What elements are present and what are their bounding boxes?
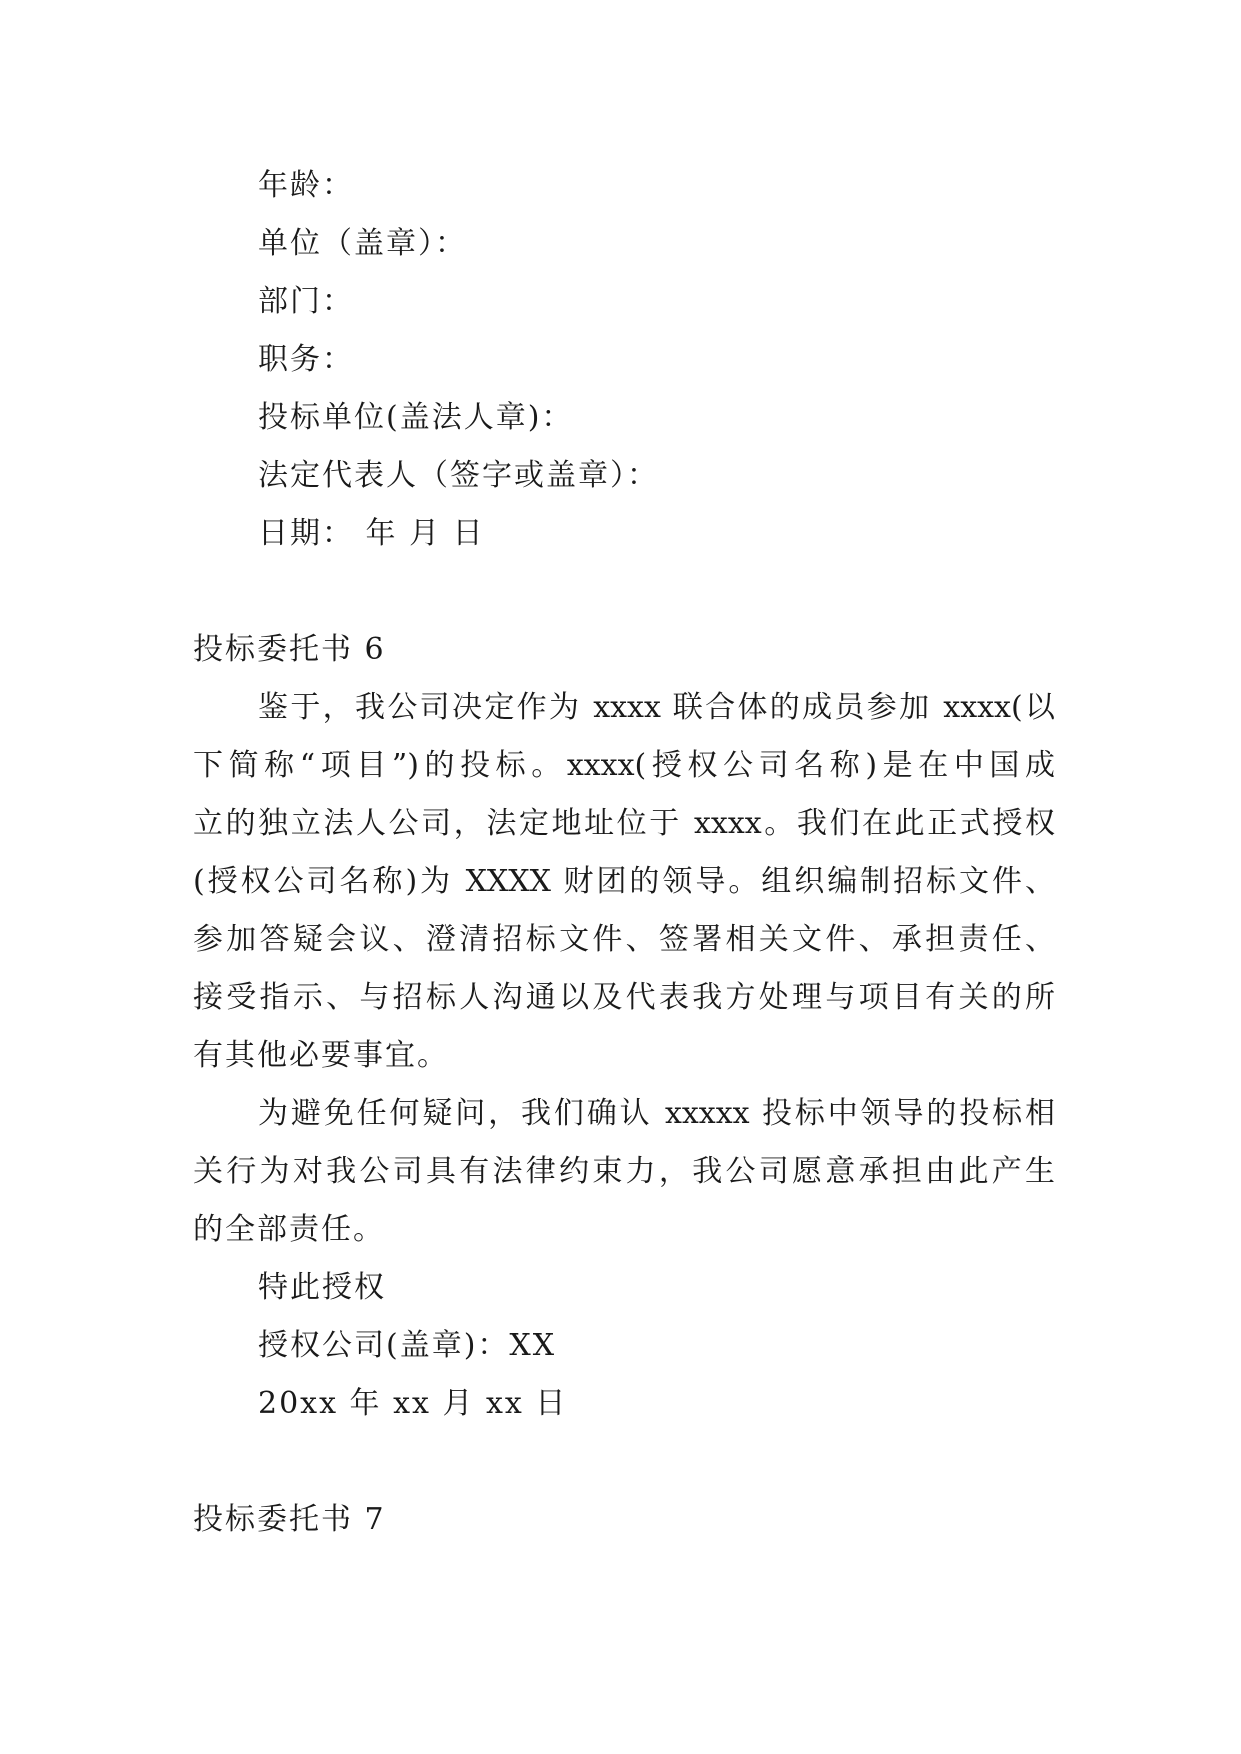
paragraph-1-line-1: 鉴于，我公司决定作为 xxxx 联合体的成员参加 xxxx(以: [258, 690, 1055, 725]
field-department: 部门：: [258, 284, 354, 319]
section-6-title: 投标委托书 6: [193, 632, 386, 667]
paragraph-1-line-4: (授权公司名称)为 XXXX 财团的领导。组织编制招标文件、: [193, 864, 1055, 899]
field-legal-rep: 法定代表人（签字或盖章）：: [258, 458, 659, 493]
paragraph-1-line-2: 下简称“项目”)的投标。xxxx(授权公司名称)是在中国成: [193, 748, 1055, 783]
field-position: 职务：: [258, 342, 354, 377]
field-unit-seal: 单位（盖章）：: [258, 226, 467, 261]
paragraph-1-line-7: 有其他必要事宜。: [193, 1038, 449, 1073]
field-age: 年龄：: [258, 168, 354, 203]
signature-date: 20xx 年 xx 月 xx 日: [258, 1386, 568, 1421]
paragraph-2-line-1: 为避免任何疑问，我们确认 xxxxx 投标中领导的投标相: [258, 1096, 1055, 1131]
paragraph-1-line-3: 立的独立法人公司，法定地址位于 xxxx。我们在此正式授权: [193, 806, 1055, 841]
paragraph-1-line-6: 接受指示、与招标人沟通以及代表我方处理与项目有关的所: [193, 980, 1055, 1015]
field-date: 日期： 年 月 日: [258, 516, 485, 551]
signature-line: 授权公司(盖章)：XX: [258, 1328, 557, 1363]
section-7-title: 投标委托书 7: [193, 1502, 386, 1537]
paragraph-2-line-3: 的全部责任。: [193, 1212, 385, 1247]
field-bidder-seal: 投标单位(盖法人章)：: [258, 400, 574, 435]
paragraph-1-line-5: 参加答疑会议、澄清招标文件、签署相关文件、承担责任、: [193, 922, 1055, 957]
closing-text: 特此授权: [258, 1270, 386, 1305]
paragraph-2-line-2: 关行为对我公司具有法律约束力，我公司愿意承担由此产生: [193, 1154, 1055, 1189]
